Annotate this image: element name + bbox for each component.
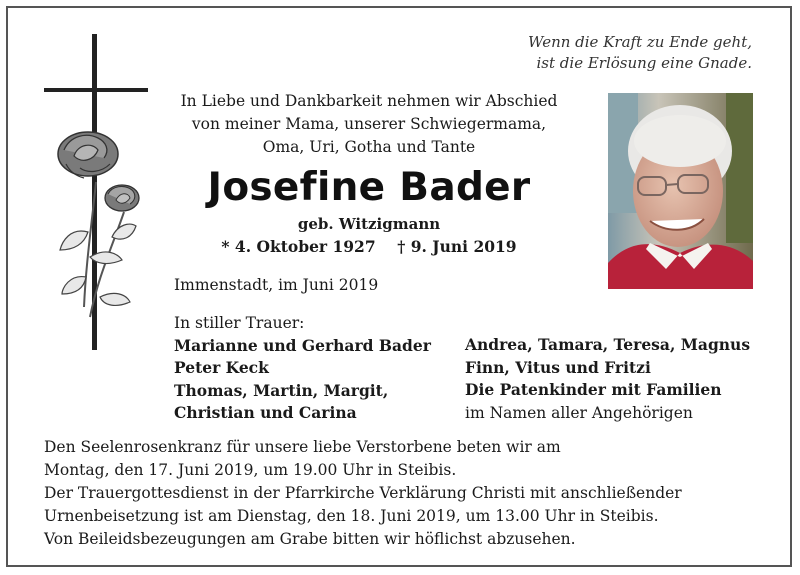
mourner-entry: Peter Keck xyxy=(174,358,269,377)
mourner-entry: Andrea, Tamara, Teresa, Magnus xyxy=(465,335,751,354)
mourners-right-column xyxy=(465,334,750,424)
mourner-entry: im Namen aller Angehörigen xyxy=(465,403,693,422)
portrait-photo xyxy=(608,93,753,289)
quote-line: ist die Erlösung eine Gnade. xyxy=(536,54,752,72)
mourners-heading: In stiller Trauer: xyxy=(174,314,305,332)
intro-text xyxy=(160,90,578,159)
intro-line: In Liebe und Dankbarkeit nehmen wir Abschied xyxy=(180,92,558,110)
mourners-left-column xyxy=(174,312,431,425)
quote-line: Wenn die Kraft zu Ende geht, xyxy=(528,33,752,51)
deceased-name: Josefine Bader xyxy=(207,165,531,210)
place-date: Immenstadt, im Juni 2019 xyxy=(174,276,379,294)
mourner-entry: Finn, Vitus und Fritzi xyxy=(465,357,651,377)
notice-line: Montag, den 17. Juni 2019, um 19.00 Uhr in Steibis. xyxy=(44,461,457,479)
intro-line: Oma, Uri, Gotha und Tante xyxy=(262,138,476,156)
mourner-entry: Marianne und Gerhard Bader xyxy=(174,335,431,355)
service-notice xyxy=(44,436,764,551)
life-dates: * 4. Oktober 1927 † 9. Juni 2019 xyxy=(221,237,517,256)
mourner-entry: Thomas, Martin, Margit, xyxy=(174,380,389,400)
cross-with-roses-icon xyxy=(40,32,160,354)
mourner-entry: Die Patenkinder mit Familien xyxy=(465,380,722,399)
mourner-entry: Christian und Carina xyxy=(174,403,357,422)
notice-line: Urnenbeisetzung ist am Dienstag, den 18. Juni 2019, um 13.00 Uhr in Steibis. xyxy=(44,507,659,525)
notice-line: Von Beileidsbezeugungen am Grabe bitten wir höflichst abzusehen. xyxy=(44,530,576,548)
notice-line: Der Trauergottesdienst in der Pfarrkirche Verklärung Christi mit anschließender xyxy=(44,484,682,502)
notice-line: Den Seelenrosenkranz für unsere liebe Verstorbene beten wir am xyxy=(44,438,561,456)
quote xyxy=(430,32,752,74)
maiden-name: geb. Witzigmann xyxy=(297,215,441,233)
intro-line: von meiner Mama, unserer Schwiegermama, xyxy=(191,115,547,133)
